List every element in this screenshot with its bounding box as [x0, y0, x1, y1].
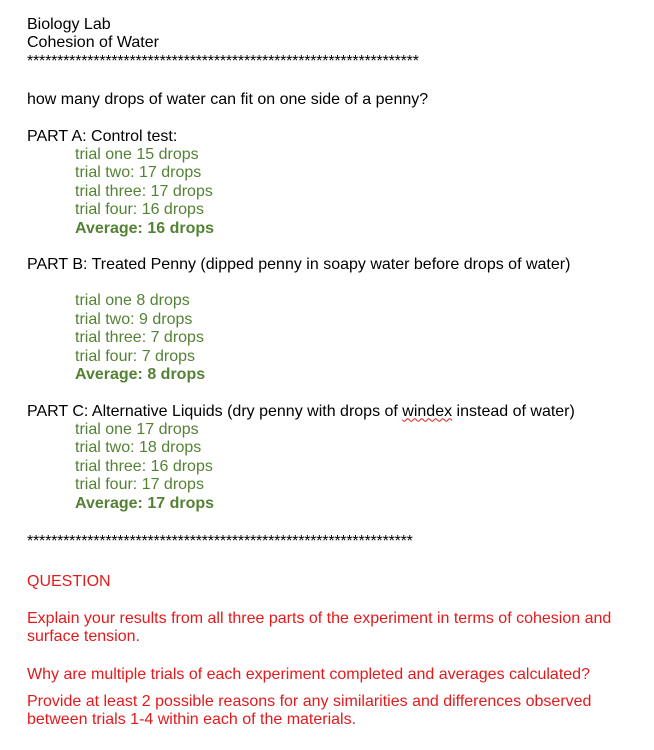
- part-a-title: PART A: Control test:: [27, 127, 178, 145]
- part-b-title: PART B: Treated Penny (dipped penny in soapy water before drops of water): [27, 256, 571, 274]
- part-a-trial-2: trial two: 17 drops: [75, 164, 202, 182]
- part-c-average: Average: 17 drops: [75, 494, 215, 512]
- part-c-section: [27, 403, 637, 513]
- divider-stars-top: *****************************************************************: [27, 52, 419, 70]
- part-b-average: Average: 8 drops: [75, 366, 206, 384]
- part-c-trial-4: trial four: 17 drops: [75, 476, 204, 494]
- questions-heading: QUESTION: [27, 573, 111, 591]
- document-page: [27, 16, 637, 730]
- part-a-trial-3: trial three: 17 drops: [75, 182, 213, 200]
- questions-section: [27, 573, 637, 729]
- part-b-trial-1: trial one 8 drops: [75, 292, 190, 310]
- part-c-title-flagged-word: windex: [402, 402, 453, 420]
- part-a-section: [27, 128, 637, 238]
- part-c-trial-3: trial three: 16 drops: [75, 457, 213, 475]
- part-c-title-before: PART C: Alternative Liquids (dry penny with drops of: [27, 402, 403, 420]
- question-3: Provide at least 2 possible reasons for any similarities and differences observed between trials 1-4 within each of the materials.: [27, 692, 592, 729]
- intro-question: how many drops of water can fit on one side of a penny?: [27, 91, 429, 109]
- part-c-title-after: instead of water): [452, 402, 575, 420]
- part-a-trial-1: trial one 15 drops: [75, 146, 199, 164]
- header-course: Biology Lab: [27, 16, 111, 33]
- question-2: Why are multiple trials of each experiment completed and averages calculated?: [27, 665, 590, 683]
- part-a-trial-4: trial four: 16 drops: [75, 201, 204, 219]
- part-a-average: Average: 16 drops: [75, 219, 215, 237]
- header-title: Cohesion of Water: [27, 34, 159, 52]
- part-c-title: [27, 403, 637, 421]
- part-c-trial-1: trial one 17 drops: [75, 420, 199, 438]
- part-b-section: [27, 256, 637, 384]
- part-c-trial-2: trial two: 18 drops: [75, 439, 202, 457]
- divider-stars-bottom: ****************************************************************: [27, 532, 413, 550]
- question-1: Explain your results from all three parts of the experiment in terms of cohesion and surface tension.: [27, 609, 612, 646]
- part-b-trial-2: trial two: 9 drops: [75, 310, 193, 328]
- part-b-trial-3: trial three: 7 drops: [75, 329, 204, 347]
- part-b-trial-4: trial four: 7 drops: [75, 347, 196, 365]
